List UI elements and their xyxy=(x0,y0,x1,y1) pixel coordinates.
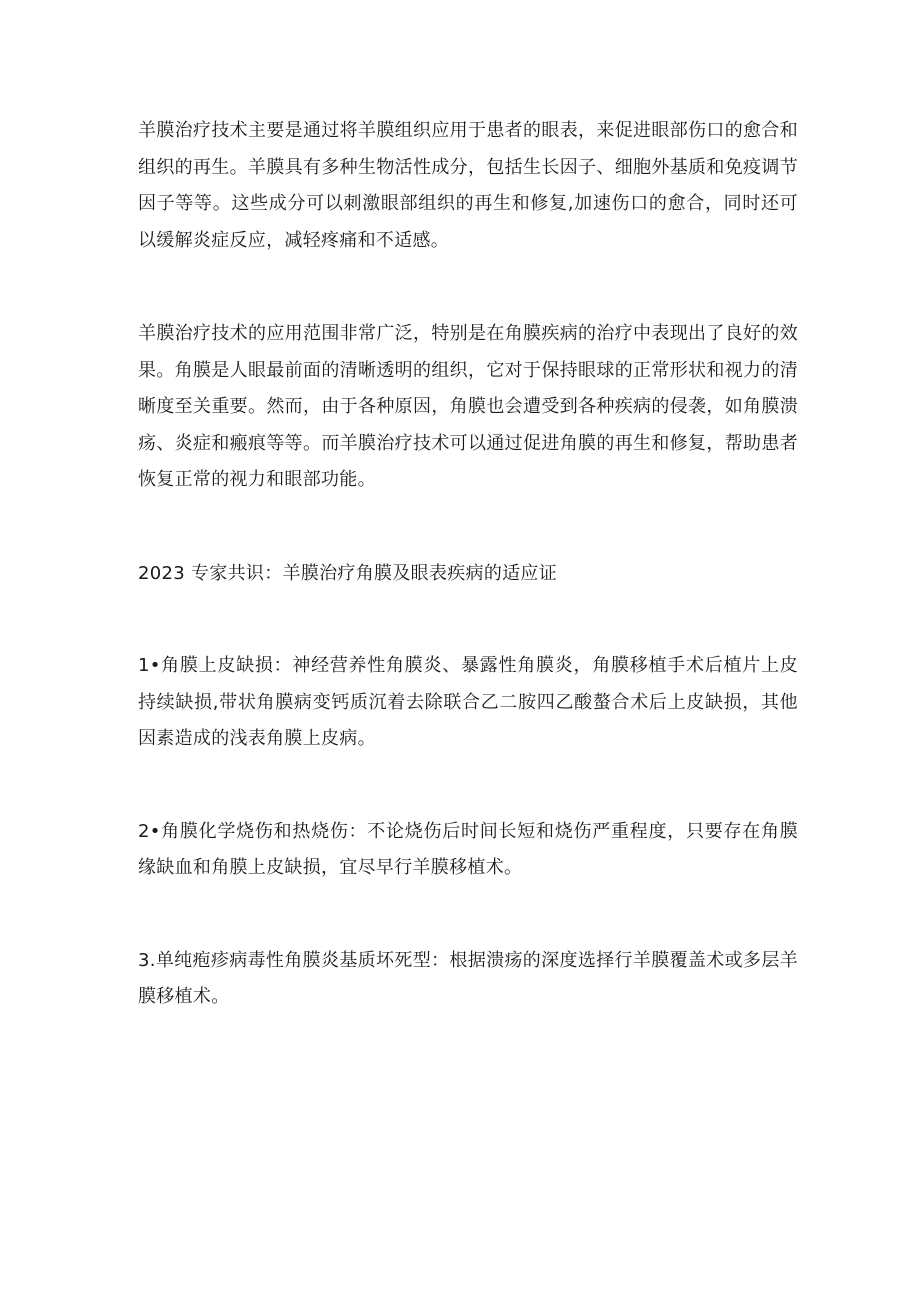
paragraph-spacer xyxy=(138,592,798,648)
list-item-epithelial-defect: 1•角膜上皮缺损：神经营养性角膜炎、暴露性角膜炎，角膜移植手术后植片上皮持续缺损,带状角膜病变钙质沉着去除联合乙二胺四乙酸螯合术后上皮缺损，其他因素造成的浅表角膜上皮病。 xyxy=(138,655,798,749)
paragraph-applications: 羊膜治疗技术的应用范围非常广泛，特别是在角膜疾病的治疗中表现出了良好的效果。角膜是人眼最前面的清晰透明的组织，它对于保持眼球的正常形状和视力的清晰度至关重要。然而，由于各种原因，角膜也会遭受到各种疾病的侵袭，如角膜溃疡、炎症和瘢痕等等。而羊膜治疗技术可以通过促进角膜的再生和修复，帮助患者恢复正常的视力和眼部功能。 xyxy=(138,323,798,490)
list-item-burns: 2•角膜化学烧伤和热烧伤：不论烧伤后时间长短和烧伤严重程度，只要存在角膜缘缺血和角膜上皮缺损，宜尽早行羊膜移植术。 xyxy=(138,820,798,878)
paragraph-intro: 羊膜治疗技术主要是通过将羊膜组织应用于患者的眼表，来促进眼部伤口的愈合和组织的再生。羊膜具有多种生物活性成分，包括生长因子、细胞外基质和免疫调节因子等等。这些成分可以刺激眼部组织的再生和修复,加速伤口的愈合，同时还可以缓解炎症反应，减轻疼痛和不适感。 xyxy=(138,120,798,251)
document-body xyxy=(138,113,798,1016)
paragraph-spacer xyxy=(138,499,798,556)
list-item-hsv-keratitis: 3.单纯疱疹病毒性角膜炎基质坏死型：根据溃疡的深度选择行羊膜覆盖术或多层羊膜移植术。 xyxy=(138,949,798,1007)
section-heading: 2023 专家共识：羊膜治疗角膜及眼表疾病的适应证 xyxy=(138,562,558,584)
paragraph-spacer xyxy=(138,887,798,943)
paragraph-spacer xyxy=(138,758,798,814)
paragraph-spacer xyxy=(138,259,798,316)
